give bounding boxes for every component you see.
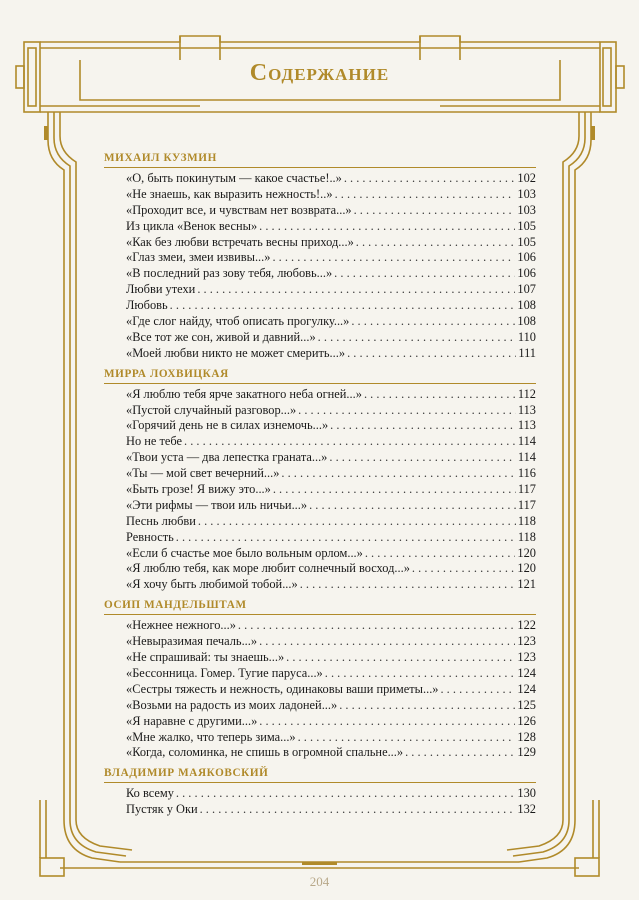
toc-entry[interactable]: [104, 498, 536, 514]
entry-title: «Бессонница. Гомер. Тугие паруса...»: [126, 665, 323, 680]
entry-title: «Не спрашивай: ты знаешь...»: [126, 650, 285, 665]
author-divider: [104, 383, 536, 384]
toc-entry[interactable]: [104, 577, 536, 593]
toc-entry[interactable]: [104, 450, 536, 466]
entry-title: «Глаз змеи, змеи извивы...»: [126, 250, 271, 265]
entry-title: «Все тот же сон, живой и давний...»: [126, 329, 316, 344]
table-of-contents: [104, 150, 536, 818]
toc-entry[interactable]: [104, 682, 536, 698]
entry-title: «Когда, соломинка, не спишь в огромной спальне...»: [126, 745, 404, 760]
entry-page-number: 114: [517, 434, 536, 449]
toc-entry[interactable]: [104, 561, 536, 577]
dot-leader: [334, 266, 515, 282]
page-number: 204: [309, 874, 330, 889]
toc-entry[interactable]: [104, 235, 536, 251]
toc-section: [104, 366, 536, 594]
dot-leader: [272, 250, 515, 266]
entry-title: «В последний раз зову тебя, любовь...»: [126, 266, 333, 281]
entry-page-number: 122: [517, 618, 536, 633]
entry-title: Ревность: [126, 529, 174, 544]
entry-page-number: 118: [517, 513, 536, 528]
toc-entry[interactable]: [104, 330, 536, 346]
entry-page-number: 123: [517, 634, 536, 649]
author-divider: [104, 167, 536, 168]
dot-leader: [329, 450, 515, 466]
entry-title: «Моей любви никто не может смерить...»: [126, 345, 346, 360]
entry-title: Пустяк у Оки: [126, 802, 198, 817]
toc-entry[interactable]: [104, 314, 536, 330]
toc-entry[interactable]: [104, 698, 536, 714]
entry-title: «Я люблю тебя, как море любит солнечный восход...»: [126, 561, 410, 576]
dot-leader: [298, 730, 516, 746]
toc-entry[interactable]: [104, 618, 536, 634]
author-divider: [104, 782, 536, 783]
toc-section: [104, 765, 536, 818]
entry-page-number: 110: [517, 329, 536, 344]
toc-entry[interactable]: [104, 346, 536, 362]
dot-leader: [286, 650, 515, 666]
dot-leader: [351, 314, 515, 330]
toc-entry[interactable]: [104, 418, 536, 434]
dot-leader: [354, 203, 516, 219]
entry-page-number: 102: [517, 171, 536, 185]
dot-leader: [309, 498, 516, 514]
toc-entry[interactable]: [104, 514, 536, 530]
entry-title: «Пустой случайный разговор...»: [126, 402, 297, 417]
entry-page-number: 120: [517, 545, 536, 560]
entry-page-number: 120: [517, 561, 536, 576]
entry-title: «Мне жалко, что теперь зима...»: [126, 729, 296, 744]
entry-title: «Проходит все, и чувствам нет возврата...»: [126, 202, 352, 217]
dot-leader: [298, 403, 516, 419]
entry-title: «Невыразимая печаль...»: [126, 634, 258, 649]
toc-section: [104, 150, 536, 362]
entry-title: «Я наравне с другими...»: [126, 713, 258, 728]
author-heading: ОСИП МАНДЕЛЬШТАМ: [104, 599, 247, 612]
entry-title: «Быть грозе! Я вижу это...»: [126, 482, 271, 497]
entry-title: Ко всему: [126, 786, 174, 801]
dot-leader: [259, 634, 515, 650]
dot-leader: [339, 698, 515, 714]
entry-title: «Возьми на радость из моих ладоней...»: [126, 697, 338, 712]
entry-page-number: 132: [517, 802, 536, 817]
toc-entry[interactable]: [104, 786, 536, 802]
dot-leader: [365, 546, 516, 562]
entry-page-number: 103: [517, 202, 536, 217]
toc-entry[interactable]: [104, 666, 536, 682]
entry-title: «Я люблю тебя ярче закатного неба огней...»: [126, 386, 362, 401]
author-heading: ВЛАДИМИР МАЯКОВСКИЙ: [104, 767, 269, 780]
entry-title: «Я хочу быть любимой тобой...»: [126, 577, 298, 592]
entry-page-number: 106: [517, 266, 536, 281]
toc-entry[interactable]: [104, 530, 536, 546]
author-divider: [104, 614, 536, 615]
toc-entry[interactable]: [104, 298, 536, 314]
entry-title: Любви утехи: [126, 282, 196, 297]
entry-title: «Если б счастье мое было вольным орлом...»: [126, 545, 363, 560]
entry-title: «Эти рифмы — твои иль ничьи...»: [126, 497, 308, 512]
toc-entry[interactable]: [104, 802, 536, 818]
dot-leader: [347, 346, 516, 362]
entry-page-number: 118: [517, 529, 536, 544]
entry-page-number: 105: [517, 218, 536, 233]
entry-page-number: 130: [517, 786, 536, 801]
dot-leader: [200, 802, 516, 818]
entry-page-number: 124: [517, 665, 536, 680]
dot-leader: [318, 330, 516, 346]
entry-page-number: 113: [517, 418, 536, 433]
toc-entry[interactable]: [104, 282, 536, 298]
entry-title: «О, быть покинутым — какое счастье!..»: [126, 171, 342, 185]
entry-page-number: 121: [517, 577, 536, 592]
toc-entry[interactable]: [104, 171, 536, 187]
entry-title: «Как без любви встречать весны приход...»: [126, 234, 354, 249]
dot-leader: [281, 466, 515, 482]
entry-page-number: 128: [517, 729, 536, 744]
entry-title: «Нежнее нежного...»: [126, 618, 236, 633]
dot-leader: [344, 171, 516, 187]
entry-page-number: 129: [517, 745, 536, 760]
entry-page-number: 117: [517, 482, 536, 497]
entry-title: Но не тебе: [126, 434, 183, 449]
dot-leader: [259, 714, 515, 730]
entry-page-number: 117: [517, 497, 536, 512]
toc-section: [104, 597, 536, 761]
entry-page-number: 108: [517, 298, 536, 313]
entry-title: «Сестры тяжесть и нежность, одинаковы ваши приметы...»: [126, 681, 439, 696]
dot-leader: [325, 666, 516, 682]
toc-entry[interactable]: [104, 266, 536, 282]
entry-title: «Где слог найду, чтоб описать прогулку...»: [126, 314, 350, 329]
entry-title: «Твои уста — два лепестка граната...»: [126, 450, 328, 465]
dot-leader: [176, 530, 516, 546]
dot-leader: [273, 482, 516, 498]
dot-leader: [335, 187, 516, 203]
entry-page-number: 114: [517, 450, 536, 465]
toc-entry[interactable]: [104, 434, 536, 450]
entry-title: Песнь любви: [126, 513, 196, 528]
toc-entry[interactable]: [104, 634, 536, 650]
toc-entry[interactable]: [104, 250, 536, 266]
dot-leader: [364, 387, 516, 403]
entry-page-number: 123: [517, 650, 536, 665]
toc-entry[interactable]: [104, 650, 536, 666]
entry-page-number: 107: [517, 282, 536, 297]
page-title: Содержание: [249, 60, 390, 86]
author-heading: МИРРА ЛОХВИЦКАЯ: [104, 367, 229, 380]
entry-page-number: 106: [517, 250, 536, 265]
dot-leader: [259, 219, 515, 235]
toc-entry[interactable]: [104, 219, 536, 235]
entry-page-number: 103: [517, 186, 536, 201]
entry-title: «Горячий день не в силах изнемочь...»: [126, 418, 329, 433]
toc-entry[interactable]: [104, 546, 536, 562]
toc-entry[interactable]: [104, 203, 536, 219]
toc-entry[interactable]: [104, 482, 536, 498]
toc-entry[interactable]: [104, 745, 536, 761]
toc-entry[interactable]: [104, 466, 536, 482]
entry-page-number: 116: [517, 466, 536, 481]
toc-entry[interactable]: [104, 714, 536, 730]
entry-title: Любовь: [126, 298, 168, 313]
toc-entry[interactable]: [104, 387, 536, 403]
author-heading: МИХАИЛ КУЗМИН: [104, 152, 217, 164]
entry-page-number: 108: [517, 314, 536, 329]
entry-page-number: 126: [517, 713, 536, 728]
dot-leader: [170, 298, 516, 314]
entry-page-number: 113: [517, 402, 536, 417]
dot-leader: [405, 745, 515, 761]
entry-page-number: 112: [517, 386, 536, 401]
dot-leader: [356, 235, 516, 251]
dot-leader: [184, 434, 516, 450]
dot-leader: [440, 682, 515, 698]
entry-title: «Ты — мой свет вечерний...»: [126, 466, 280, 481]
dot-leader: [412, 561, 515, 577]
dot-leader: [300, 577, 516, 593]
dot-leader: [238, 618, 516, 634]
entry-page-number: 111: [518, 345, 536, 360]
dot-leader: [176, 786, 516, 802]
entry-title: Из цикла «Венок весны»: [126, 218, 258, 233]
toc-entry[interactable]: [104, 403, 536, 419]
dot-leader: [198, 514, 516, 530]
entry-page-number: 105: [517, 234, 536, 249]
toc-entry[interactable]: [104, 730, 536, 746]
entry-title: «Не знаешь, как выразить нежность!..»: [126, 186, 333, 201]
entry-page-number: 125: [517, 697, 536, 712]
toc-entry[interactable]: [104, 187, 536, 203]
entry-page-number: 124: [517, 681, 536, 696]
dot-leader: [197, 282, 515, 298]
dot-leader: [330, 418, 516, 434]
